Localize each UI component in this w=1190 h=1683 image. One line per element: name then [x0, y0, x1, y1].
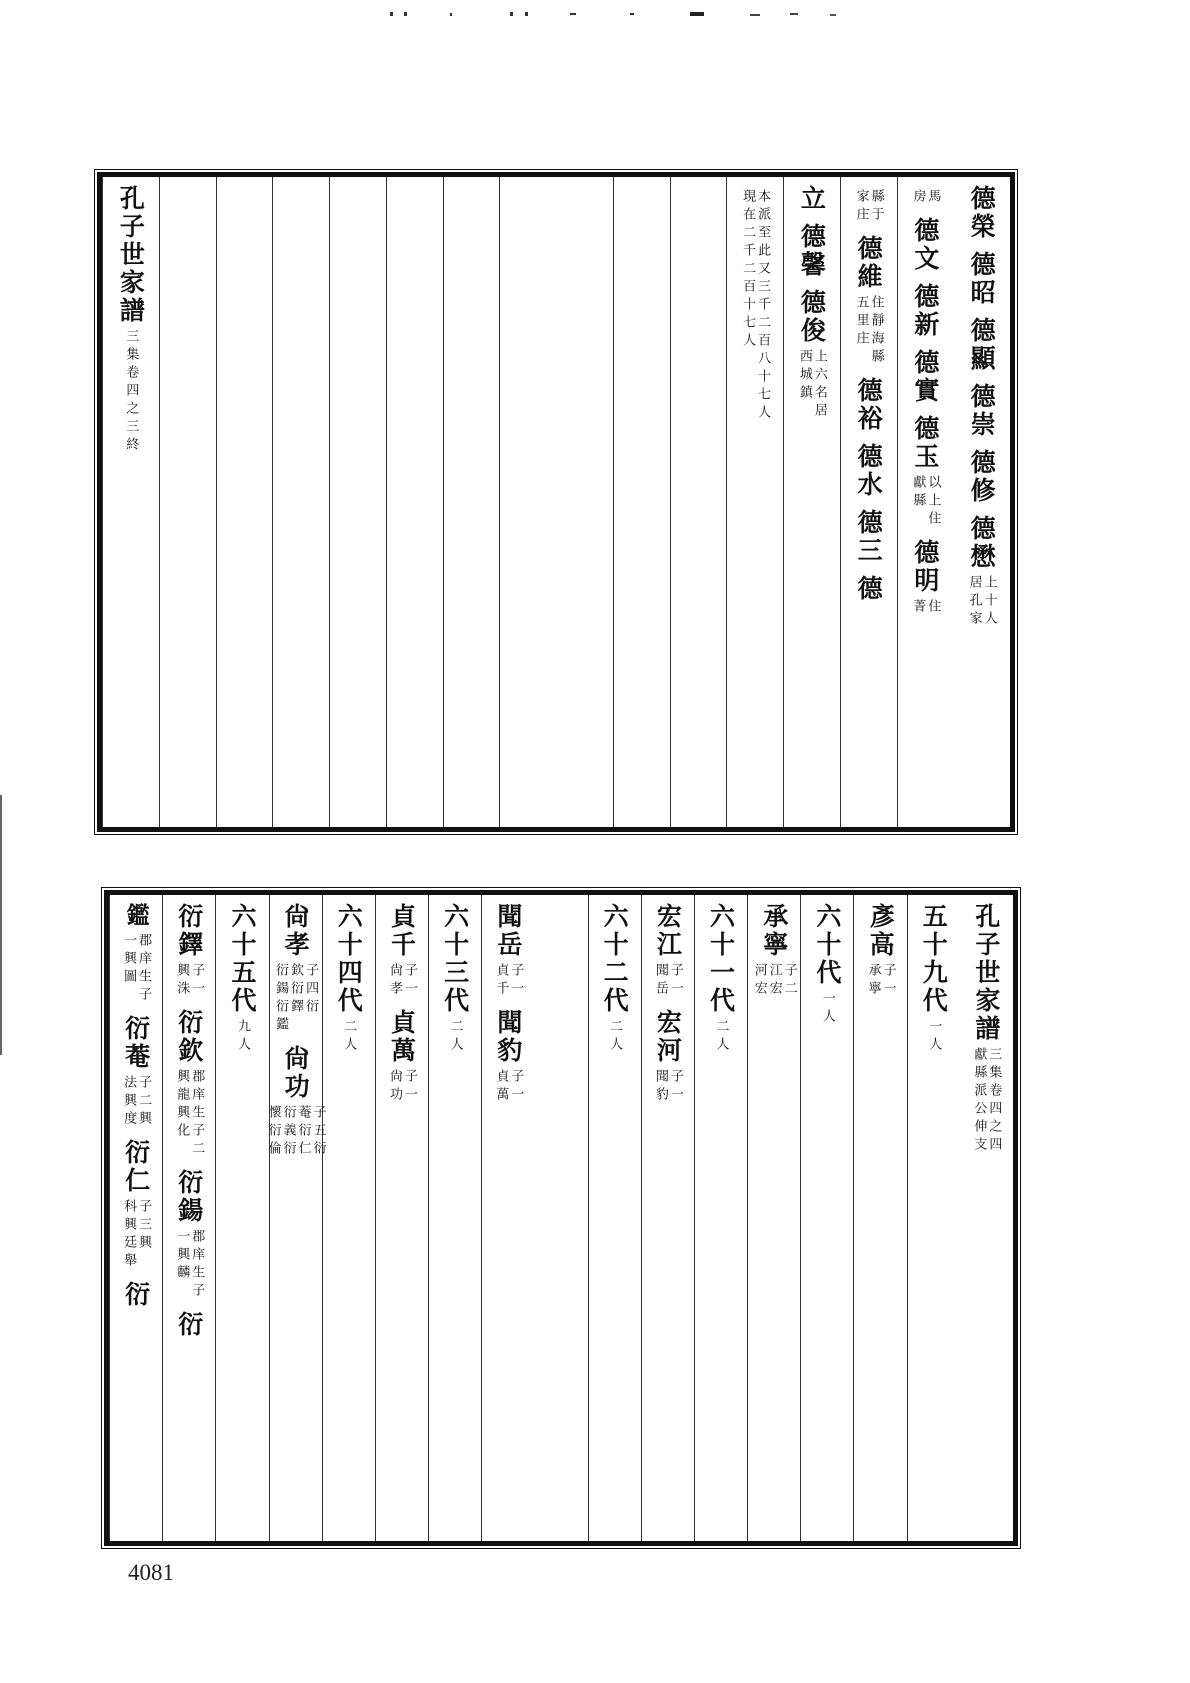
genealogy-name: 衍鍚 — [174, 1169, 204, 1225]
annotation-line: 承寧 — [865, 963, 881, 999]
upper-column-12 — [329, 177, 386, 827]
annotation-line: 子一 — [880, 963, 896, 999]
genealogy-name: 彥高 — [866, 903, 896, 959]
annotation-note — [175, 1069, 203, 1159]
scan-edge-line — [0, 795, 2, 1055]
annotation-note — [654, 1069, 682, 1105]
genealogy-name: 鑑 — [122, 903, 150, 929]
annotation-line: 子五衍 — [310, 1105, 326, 1159]
genealogy-name: 衍菴 — [121, 1015, 151, 1071]
annotation-line: 子二興 — [136, 1075, 152, 1129]
genealogy-name: 德明 — [910, 539, 940, 595]
annotation-line: 縣于 — [868, 189, 884, 225]
upper-column-2 — [897, 177, 954, 827]
upper-column-5 — [726, 177, 783, 827]
upper-column-16 — [102, 177, 159, 827]
genealogy-page-upper — [97, 172, 1015, 832]
annotation-line: 三集卷四之四 — [986, 1047, 1002, 1155]
annotation-note — [608, 1019, 621, 1055]
genealogy-name: 德崇 — [967, 383, 997, 439]
annotation-line: 一興麟 — [174, 1229, 190, 1283]
annotation-note — [855, 189, 883, 225]
annotation-line: 家庄 — [853, 189, 869, 225]
genealogy-name: 德修 — [967, 449, 997, 505]
genealogy-name: 孔子世家譜 — [971, 903, 1001, 1043]
genealogy-name: 聞岳 — [493, 903, 523, 959]
annotation-line: 以上住 — [925, 475, 941, 529]
annotation-line: 子一 — [189, 963, 205, 999]
annotation-line: 房 — [910, 189, 926, 207]
genealogy-name: 尙功 — [281, 1045, 311, 1101]
annotation-line: 上六名居 — [811, 349, 827, 421]
genealogy-name: 德馨 — [797, 223, 827, 279]
lower-column-5 — [747, 895, 800, 1541]
upper-column-7 — [613, 177, 670, 827]
annotation-note — [274, 963, 317, 1035]
annotation-note — [911, 475, 939, 529]
genealogy-name: 衍 — [121, 1281, 151, 1309]
annotation-note — [122, 933, 150, 1005]
genealogy-name: 衍 — [174, 1311, 204, 1339]
annotation-line: 馬 — [925, 189, 941, 207]
upper-column-1 — [953, 177, 1010, 827]
annotation-line: 一人 — [819, 991, 835, 1027]
annotation-note — [753, 963, 796, 999]
annotation-line: 子三興 — [136, 1199, 152, 1253]
annotation-line: 二人 — [713, 1019, 729, 1055]
annotation-note — [124, 329, 137, 455]
genealogy-name: 德文 — [910, 217, 940, 273]
annotation-line: 河宏 — [751, 963, 767, 999]
genealogy-name: 德維 — [854, 235, 884, 291]
upper-column-6 — [670, 177, 727, 827]
annotation-line: 欽衍鐸 — [288, 963, 304, 1017]
annotation-note — [494, 963, 522, 999]
genealogy-name: 宏江 — [653, 903, 683, 959]
annotation-note — [927, 1019, 940, 1055]
annotation-line: 聞豹 — [652, 1069, 668, 1105]
annotation-line: 住 — [925, 599, 941, 617]
annotation-note — [267, 1105, 325, 1159]
lower-column-16 — [162, 895, 215, 1541]
genealogy-name: 六十三代 — [440, 903, 470, 1015]
annotation-note — [654, 963, 682, 999]
annotation-note — [122, 1075, 150, 1129]
upper-column-13 — [272, 177, 329, 827]
annotation-line: 二人 — [447, 1019, 463, 1055]
annotation-line: 聞岳 — [652, 963, 668, 999]
annotation-note — [855, 295, 883, 367]
genealogy-name: 德顯 — [967, 317, 997, 373]
annotation-note — [821, 991, 834, 1027]
annotation-line: 子一 — [508, 1069, 524, 1105]
annotation-note — [388, 963, 416, 999]
genealogy-name: 孔子世家譜 — [116, 185, 146, 325]
lower-column-4 — [800, 895, 853, 1541]
annotation-line: 尙功 — [386, 1069, 402, 1105]
genealogy-name: 德 — [854, 575, 884, 603]
lower-column-14 — [265, 895, 326, 1541]
lower-column-13 — [322, 895, 375, 1541]
annotation-note — [867, 963, 895, 999]
annotation-note — [122, 1199, 150, 1271]
annotation-line: 子四衍 — [303, 963, 319, 1017]
annotation-line: 科興廷舉 — [121, 1199, 137, 1271]
annotation-line: 三集卷四之三終 — [123, 329, 139, 455]
annotation-line: 獻縣派公伸支 — [971, 1047, 987, 1155]
annotation-line: 尙孝 — [386, 963, 402, 999]
annotation-line: 子一 — [667, 1069, 683, 1105]
annotation-line: 衍鍚衍鑑 — [273, 963, 289, 1035]
lower-column-6 — [694, 895, 747, 1541]
annotation-note — [388, 1069, 416, 1105]
upper-column-4 — [783, 177, 840, 827]
genealogy-name: 德俊 — [797, 289, 827, 345]
annotation-line: 五里庄 — [853, 295, 869, 349]
annotation-line: 貞萬 — [493, 1069, 509, 1105]
genealogy-name: 五十九代 — [919, 903, 949, 1015]
annotation-line: 菁 — [910, 599, 926, 617]
genealogy-name: 德實 — [910, 349, 940, 405]
genealogy-name: 尙孝 — [281, 903, 311, 959]
annotation-note — [494, 1069, 522, 1105]
upper-column-15 — [159, 177, 216, 827]
annotation-note — [911, 189, 939, 207]
annotation-line: 法興度 — [121, 1075, 137, 1129]
lower-column-15 — [215, 895, 268, 1541]
annotation-line: 子一 — [667, 963, 683, 999]
genealogy-name: 立 — [797, 185, 827, 213]
annotation-note — [449, 1019, 462, 1055]
annotation-line: 子二 — [781, 963, 797, 999]
annotation-line: 江宏 — [766, 963, 782, 999]
lower-column-17 — [109, 895, 162, 1541]
upper-column-9 — [499, 177, 556, 827]
genealogy-page-lower — [104, 890, 1018, 1546]
annotation-line: 九人 — [234, 1019, 250, 1055]
annotation-line: 住靜海縣 — [868, 295, 884, 367]
annotation-note — [798, 349, 826, 421]
upper-column-11 — [386, 177, 443, 827]
page-number: 4081 — [128, 1560, 174, 1585]
genealogy-name: 六十四代 — [334, 903, 364, 1015]
genealogy-name: 德榮 — [967, 185, 997, 241]
annotation-line: 上十人 — [981, 575, 997, 629]
genealogy-name: 德新 — [910, 283, 940, 339]
genealogy-name: 六十一代 — [706, 903, 736, 1015]
annotation-note — [236, 1019, 249, 1055]
annotation-note — [972, 1047, 1000, 1155]
annotation-line: 一興圖 — [121, 933, 137, 987]
annotation-line: 興龍興化 — [174, 1069, 190, 1141]
annotation-note — [968, 575, 996, 629]
annotation-note — [715, 1019, 728, 1055]
annotation-line: 郡庠生子 — [189, 1229, 205, 1301]
genealogy-name: 衍仁 — [121, 1139, 151, 1195]
annotation-line: 子一 — [401, 963, 417, 999]
genealogy-name: 德昭 — [967, 251, 997, 307]
upper-column-10 — [443, 177, 500, 827]
lower-column-7 — [641, 895, 694, 1541]
lower-column-8 — [588, 895, 641, 1541]
annotation-note — [342, 1019, 355, 1055]
scan-noise-top — [390, 10, 910, 18]
annotation-line: 郡庠生子 — [136, 933, 152, 1005]
annotation-note — [741, 189, 769, 423]
lower-column-10 — [481, 895, 534, 1541]
genealogy-name: 聞豹 — [493, 1009, 523, 1065]
genealogy-name: 宏河 — [653, 1009, 683, 1065]
annotation-line: 郡庠生子二 — [189, 1069, 205, 1159]
lower-column-2 — [907, 895, 960, 1541]
genealogy-name: 德裕 — [854, 377, 884, 433]
genealogy-name: 德三 — [854, 509, 884, 565]
annotation-line: 本派至此又三千二百八十七人 — [755, 189, 771, 423]
upper-column-14 — [216, 177, 273, 827]
annotation-line: 現在二千二百十七人 — [740, 189, 756, 351]
annotation-line: 子一 — [401, 1069, 417, 1105]
annotation-line: 西城鎮 — [796, 349, 812, 403]
genealogy-name: 德玉 — [910, 415, 940, 471]
genealogy-name: 承寧 — [759, 903, 789, 959]
genealogy-name: 六十五代 — [227, 903, 257, 1015]
annotation-line: 懷衍倫 — [265, 1105, 281, 1159]
lower-column-1 — [960, 895, 1013, 1541]
genealogy-name: 德懋 — [967, 515, 997, 571]
annotation-line: 居孔家 — [966, 575, 982, 629]
annotation-line: 衍義衍 — [280, 1105, 296, 1159]
genealogy-name: 衍欽 — [174, 1009, 204, 1065]
annotation-line: 菴衍仁 — [295, 1105, 311, 1159]
annotation-line: 一人 — [926, 1019, 942, 1055]
genealogy-name: 六十二代 — [600, 903, 630, 1015]
annotation-line: 子一 — [508, 963, 524, 999]
annotation-line: 興洙 — [174, 963, 190, 999]
annotation-line: 貞千 — [493, 963, 509, 999]
genealogy-name: 衍鐸 — [174, 903, 204, 959]
annotation-line: 獻縣 — [910, 475, 926, 511]
annotation-line: 二人 — [607, 1019, 623, 1055]
annotation-note — [911, 599, 939, 617]
lower-column-3 — [853, 895, 906, 1541]
lower-column-11 — [428, 895, 481, 1541]
genealogy-name: 德水 — [854, 443, 884, 499]
lower-column-12 — [375, 895, 428, 1541]
upper-column-3 — [840, 177, 897, 827]
annotation-note — [175, 963, 203, 999]
genealogy-name: 六十代 — [812, 903, 842, 987]
annotation-note — [175, 1229, 203, 1301]
genealogy-name: 貞千 — [387, 903, 417, 959]
genealogy-name: 貞萬 — [387, 1009, 417, 1065]
annotation-line: 二人 — [341, 1019, 357, 1055]
